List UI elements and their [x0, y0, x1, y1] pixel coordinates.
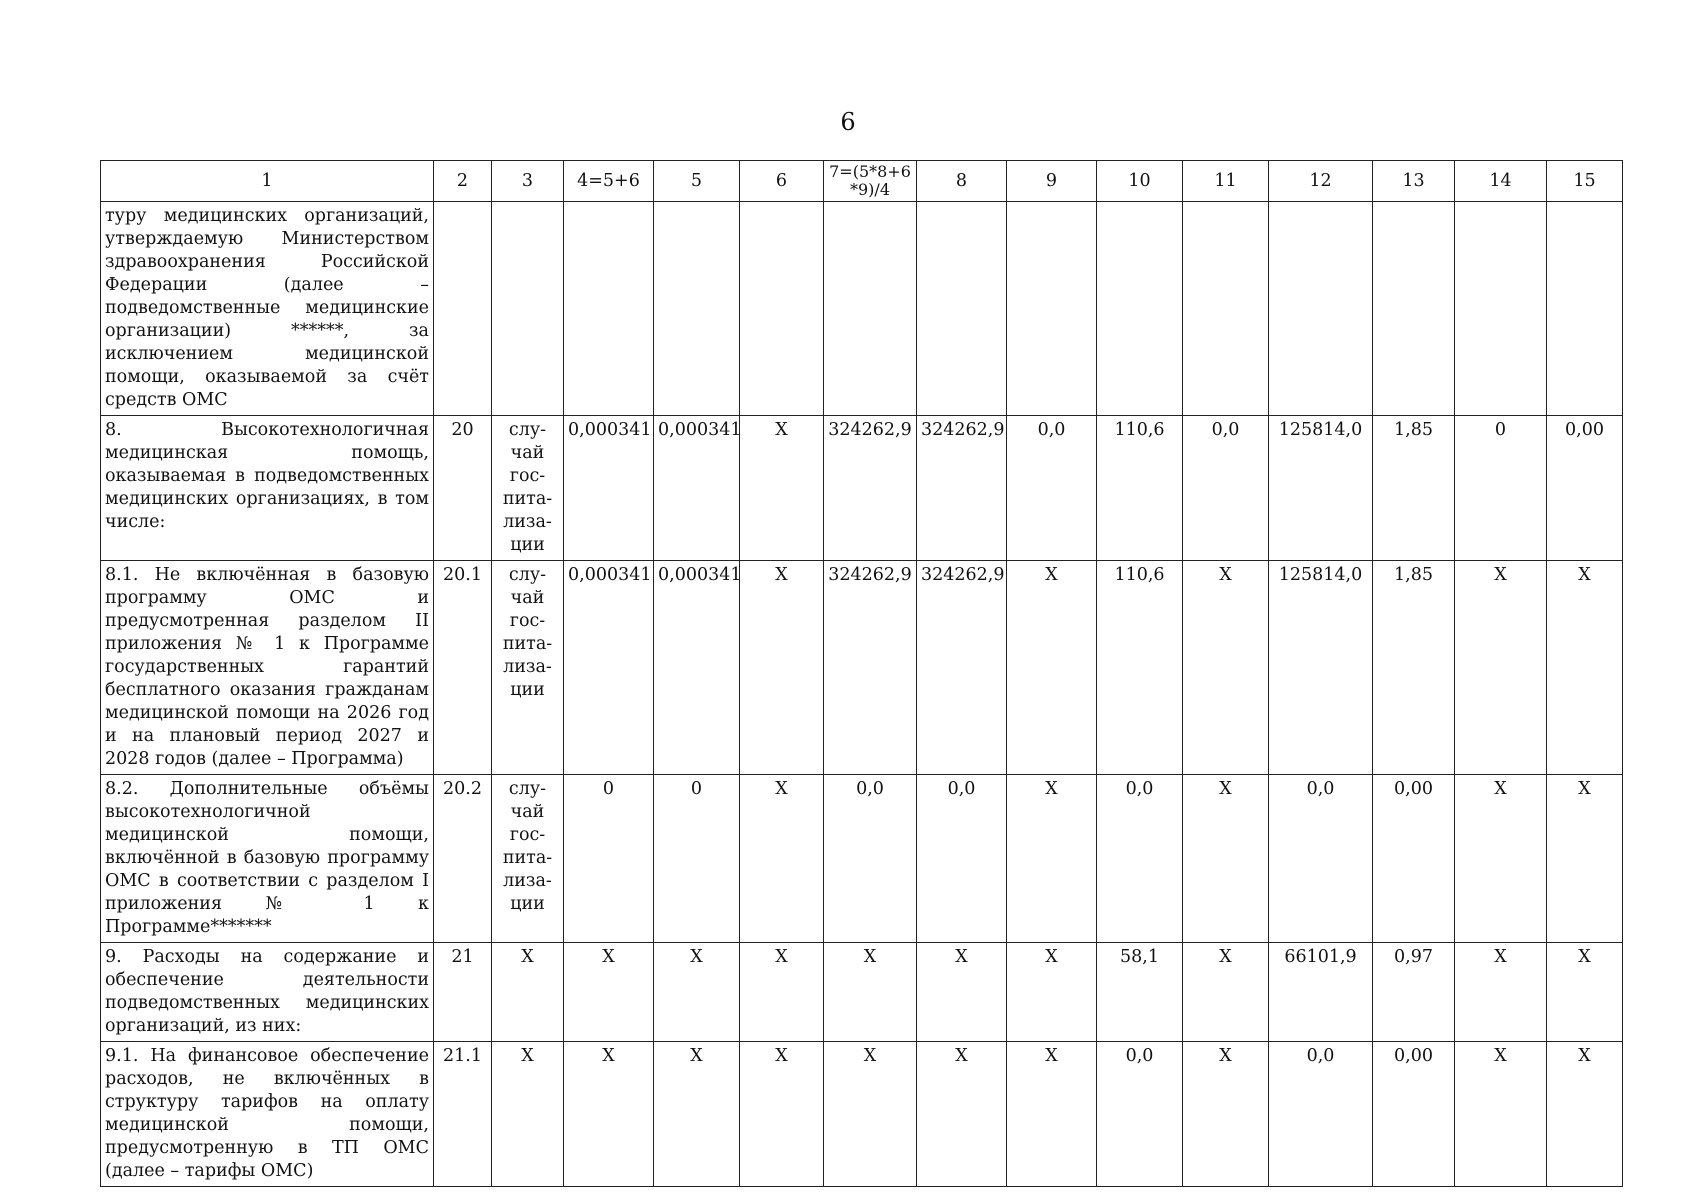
table-row — [101, 202, 1623, 416]
table-cell: 324262,9 — [824, 561, 917, 775]
table-cell — [1007, 202, 1097, 416]
header-cell: 5 — [654, 161, 740, 202]
page-number: 6 — [840, 108, 856, 136]
table-cell: X — [1547, 1042, 1623, 1187]
table-cell: 20 — [434, 416, 492, 561]
unit-cell: слу-чай гос-пита-лиза-ции — [492, 561, 564, 775]
table-cell: 0,0 — [1183, 416, 1269, 561]
table-cell: 110,6 — [1097, 416, 1183, 561]
table-cell: X — [740, 561, 824, 775]
header-cell: 3 — [492, 161, 564, 202]
header-cell: 1 — [101, 161, 434, 202]
table-cell: 0,000341 — [654, 416, 740, 561]
table-cell: 0,00 — [1547, 416, 1623, 561]
row-description: 9.1. На финансовое обеспечение расходов, не включённых в структуру тарифов на оплату медицинской помощи, предусмотренную в ТП ОМС (далее – тарифы ОМС) — [101, 1042, 434, 1187]
table-cell: X — [740, 943, 824, 1042]
table-cell: X — [740, 416, 824, 561]
table-cell: X — [1547, 775, 1623, 943]
header-cell: 14 — [1455, 161, 1547, 202]
header-row — [101, 161, 1623, 202]
table-cell: 0,0 — [1269, 1042, 1373, 1187]
table-cell: X — [1183, 775, 1269, 943]
table-row — [101, 416, 1623, 561]
table-cell: X — [824, 1042, 917, 1187]
table-cell: 125814,0 — [1269, 561, 1373, 775]
table-cell: X — [1007, 1042, 1097, 1187]
table-cell — [564, 202, 654, 416]
table-cell: X — [917, 943, 1007, 1042]
table-cell: X — [564, 1042, 654, 1187]
table-cell: 0,000341 — [564, 416, 654, 561]
table-row — [101, 775, 1623, 943]
table-cell — [1455, 202, 1547, 416]
table-cell: 0,0 — [1269, 775, 1373, 943]
table-cell — [824, 202, 917, 416]
table-cell: X — [492, 1042, 564, 1187]
row-description: 8. Высокотехнологичная медицинская помощь, оказываемая в подведомственных медицинских организациях, в том числе: — [101, 416, 434, 561]
table-cell: X — [1455, 943, 1547, 1042]
table-cell: X — [654, 1042, 740, 1187]
table-cell: 324262,9 — [917, 416, 1007, 561]
table-cell — [740, 202, 824, 416]
table-cell: X — [1007, 943, 1097, 1042]
table-cell — [1183, 202, 1269, 416]
header-cell: 10 — [1097, 161, 1183, 202]
financing-table — [100, 160, 1623, 1187]
table-cell: 0,0 — [824, 775, 917, 943]
header-cell: 4=5+6 — [564, 161, 654, 202]
header-cell: 12 — [1269, 161, 1373, 202]
unit-cell: слу-чай гос-пита-лиза-ции — [492, 775, 564, 943]
table-cell: X — [1455, 1042, 1547, 1187]
table-cell: X — [1547, 561, 1623, 775]
table-cell: 0,0 — [1007, 416, 1097, 561]
table-cell: X — [1455, 775, 1547, 943]
header-cell: 2 — [434, 161, 492, 202]
table-cell: 21 — [434, 943, 492, 1042]
table-cell: X — [740, 775, 824, 943]
table-cell — [492, 202, 564, 416]
table-cell: 0 — [1455, 416, 1547, 561]
table-cell: X — [1455, 561, 1547, 775]
table-cell — [1373, 202, 1455, 416]
table-cell: 1,85 — [1373, 561, 1455, 775]
table-cell: 0,0 — [917, 775, 1007, 943]
header-cell: 11 — [1183, 161, 1269, 202]
table-cell: 0,00 — [1373, 1042, 1455, 1187]
table-cell — [917, 202, 1007, 416]
table-cell: X — [1183, 1042, 1269, 1187]
table-cell: 110,6 — [1097, 561, 1183, 775]
unit-cell: слу-чай гос-пита-лиза-ции — [492, 416, 564, 561]
header-cell: 6 — [740, 161, 824, 202]
table-cell — [654, 202, 740, 416]
table-cell: X — [917, 1042, 1007, 1187]
table-cell: 20.1 — [434, 561, 492, 775]
table-cell: X — [1183, 943, 1269, 1042]
row-description: 8.1. Не включённая в базовую программу ОМС и предусмотренная разделом II приложения № 1 к Программе государственных гарантий бесплатного оказания гражданам медицинской помощи на 2026 год и на плановый период 2027 и 2028 годов (далее – Программа) — [101, 561, 434, 775]
table-cell: X — [1007, 561, 1097, 775]
table-row — [101, 1042, 1623, 1187]
table-cell: 20.2 — [434, 775, 492, 943]
table-cell: 58,1 — [1097, 943, 1183, 1042]
header-cell: 8 — [917, 161, 1007, 202]
table-cell: 0,000341 — [564, 561, 654, 775]
table-cell: 66101,9 — [1269, 943, 1373, 1042]
table-cell: X — [824, 943, 917, 1042]
table-cell: 324262,9 — [824, 416, 917, 561]
table-row — [101, 943, 1623, 1042]
table-cell: X — [1183, 561, 1269, 775]
header-cell: 9 — [1007, 161, 1097, 202]
table-cell: X — [654, 943, 740, 1042]
table-cell: 0,00 — [1373, 775, 1455, 943]
table-cell: X — [1007, 775, 1097, 943]
row-description: 9. Расходы на содержание и обеспечение деятельности подведомственных медицинских организаций, из них: — [101, 943, 434, 1042]
table-cell: 0 — [654, 775, 740, 943]
header-cell: 7=(5*8+6 *9)/4 — [824, 161, 917, 202]
table-cell: X — [564, 943, 654, 1042]
table-cell: 125814,0 — [1269, 416, 1373, 561]
row-description: 8.2. Дополнительные объёмы высокотехнологичной медицинской помощи, включённой в базовую программу ОМС в соответствии с разделом I приложения № 1 к Программе******* — [101, 775, 434, 943]
table-cell: X — [492, 943, 564, 1042]
table-cell: 0,000341 — [654, 561, 740, 775]
header-cell: 13 — [1373, 161, 1455, 202]
table-cell: 0 — [564, 775, 654, 943]
table-cell: 0,0 — [1097, 775, 1183, 943]
table-cell — [1269, 202, 1373, 416]
table-cell — [1097, 202, 1183, 416]
table-cell: 0,0 — [1097, 1042, 1183, 1187]
table-cell: X — [740, 1042, 824, 1187]
table-cell — [1547, 202, 1623, 416]
table-cell: 0,97 — [1373, 943, 1455, 1042]
row-description: туру медицинских организаций, утверждаемую Министерством здравоохранения Российской Федерации (далее – подведомственные медицинские организации) ******, за исключением медицинской помощи, оказываемой за счёт средств ОМС — [101, 202, 434, 416]
header-cell: 15 — [1547, 161, 1623, 202]
table-cell — [434, 202, 492, 416]
table-cell: 21.1 — [434, 1042, 492, 1187]
table-cell: X — [1547, 943, 1623, 1042]
table-cell: 1,85 — [1373, 416, 1455, 561]
table-cell: 324262,9 — [917, 561, 1007, 775]
table-row — [101, 561, 1623, 775]
